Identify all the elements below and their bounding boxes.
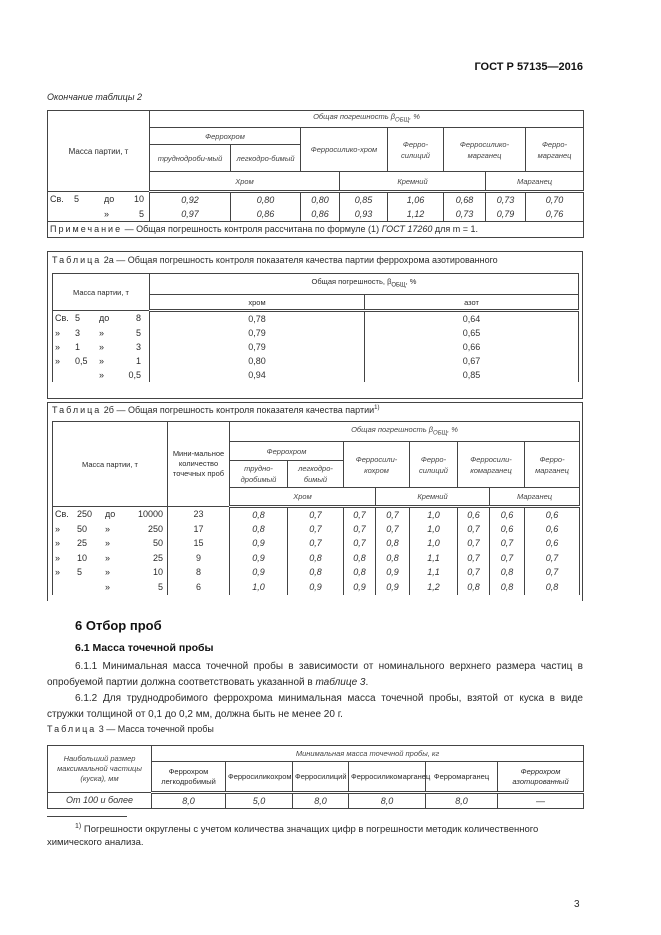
- value-cell: 0,7: [458, 551, 490, 566]
- min-samples-cell: 9: [168, 551, 230, 566]
- col-ferromanganese: Ферро-марганец: [526, 128, 584, 172]
- value-cell: 0,7: [288, 537, 344, 552]
- table-3-caption: Таблица 3 — Масса точечной пробы: [47, 724, 214, 734]
- value-cell: 5,0: [226, 793, 293, 809]
- value-cell: 1,2: [410, 580, 458, 595]
- value-cell: 0,73: [444, 207, 486, 222]
- value-cell: 8,0: [349, 793, 426, 809]
- col-hard: труднодроби-мый: [150, 145, 231, 172]
- col-easy: легкодро-бимый: [231, 145, 301, 172]
- paragraph-6-1-1: 6.1.1 Минимальная масса точечной пробы в зависимости от номинального верхнего размера частиц в опробуемой партии должна соответствовать указанной в таблице 3.: [47, 661, 583, 688]
- value-cell: 0,79: [150, 326, 365, 340]
- min-samples-cell: 23: [168, 507, 230, 523]
- row-mass-range: » 0,5 » 1: [53, 354, 150, 368]
- col-alloy: Феррохром легкодробимый: [152, 762, 226, 793]
- value-cell: 1,12: [388, 207, 444, 222]
- table-row: [53, 340, 579, 354]
- value-cell: 0,70: [526, 192, 584, 208]
- col-silicon: Кремний: [376, 488, 490, 507]
- col-manganese: Марганец: [486, 172, 584, 192]
- value-cell: 0,8: [525, 580, 580, 595]
- value-cell: 0,80: [301, 192, 340, 208]
- col-chrome: Хром: [230, 488, 376, 507]
- table2-continuation-label: Окончание таблицы 2: [47, 92, 142, 102]
- value-cell: 0,79: [486, 207, 526, 222]
- page-number: 3: [574, 899, 580, 910]
- table-row: [53, 566, 580, 581]
- value-cell: 0,8: [344, 566, 376, 581]
- row-mass-range: » 5: [53, 580, 168, 595]
- value-cell: 0,9: [376, 580, 410, 595]
- col-alloy: Ферромарганец: [426, 762, 498, 793]
- value-cell: 0,9: [230, 551, 288, 566]
- value-cell: 0,73: [486, 192, 526, 208]
- value-cell: 1,06: [388, 192, 444, 208]
- value-cell: 0,9: [230, 537, 288, 552]
- value-cell: 0,6: [525, 537, 580, 552]
- value-cell: 0,8: [344, 551, 376, 566]
- col-total-error: Общая погрешность, $\beta_{ОБЩ}$, %: [150, 274, 579, 295]
- col-mass: Масса партии, т: [53, 274, 150, 311]
- value-cell: 0,8: [288, 551, 344, 566]
- value-cell: 0,86: [231, 207, 301, 222]
- value-cell: 0,68: [444, 192, 486, 208]
- table-2: [47, 110, 584, 238]
- value-cell: 1,1: [410, 551, 458, 566]
- row-mass-range: Св. 5 до 8: [53, 311, 150, 327]
- value-cell: 0,7: [525, 551, 580, 566]
- value-cell: 0,67: [365, 354, 579, 368]
- value-cell: 0,76: [526, 207, 584, 222]
- table-row: [53, 580, 580, 595]
- value-cell: 0,8: [376, 551, 410, 566]
- min-samples-cell: 8: [168, 566, 230, 581]
- table-row: [53, 368, 579, 382]
- col-ferromanganese: Ферро-марганец: [525, 442, 580, 488]
- col-nitrogen: азот: [365, 295, 579, 311]
- value-cell: 0,8: [230, 507, 288, 523]
- value-cell: 0,7: [344, 522, 376, 537]
- col-ferrochrome: Феррохром: [150, 128, 301, 145]
- value-cell: 0,6: [525, 522, 580, 537]
- col-ferrosilicomanganese: Ферросили-комарганец: [458, 442, 525, 488]
- row-mass-range: » 10 » 25: [53, 551, 168, 566]
- table-2b-frame: [47, 402, 583, 601]
- value-cell: 0,7: [490, 537, 525, 552]
- col-alloy: Ферросиликохром: [226, 762, 293, 793]
- value-cell: 0,6: [525, 507, 580, 523]
- value-cell: 0,8: [288, 566, 344, 581]
- value-cell: 0,97: [150, 207, 231, 222]
- value-cell: 0,8: [490, 566, 525, 581]
- value-cell: 8,0: [293, 793, 349, 809]
- row-mass-range: » 5 » 10: [53, 566, 168, 581]
- col-mass: Масса партии, т: [53, 422, 168, 507]
- col-ferrosilicochrome: Ферросилико-хром: [301, 128, 388, 172]
- value-cell: 0,79: [150, 340, 365, 354]
- value-cell: 0,80: [231, 192, 301, 208]
- col-alloy: Ферросиликомарганец: [349, 762, 426, 793]
- col-manganese: Марганец: [490, 488, 580, 507]
- table-row: [48, 192, 584, 208]
- value-cell: 0,64: [365, 311, 579, 327]
- value-cell: 0,66: [365, 340, 579, 354]
- value-cell: 0,92: [150, 192, 231, 208]
- value-cell: 8,0: [152, 793, 226, 809]
- table-2a-frame: [47, 251, 583, 399]
- value-cell: 0,7: [525, 566, 580, 581]
- value-cell: 0,65: [365, 326, 579, 340]
- value-cell: 1,0: [230, 580, 288, 595]
- col-silicon: Кремний: [340, 172, 486, 192]
- col-min-mass: Минимальная масса точечной пробы, кг: [152, 746, 584, 762]
- value-cell: 0,7: [376, 507, 410, 523]
- col-mass: Масса партии, т: [48, 111, 150, 192]
- value-cell: 0,78: [150, 311, 365, 327]
- col-chrome: Хром: [150, 172, 340, 192]
- col-alloy: Ферросилиций: [293, 762, 349, 793]
- table-row: [53, 311, 579, 327]
- paragraph-6-1-2: 6.1.2 Для труднодробимого феррохрома минимальная масса точечной пробы, взятой от куска в виде стружки толщиной от 0,1 до 0,2 мм, должна быть не менее 20 г.: [47, 693, 583, 720]
- value-cell: 0,8: [490, 580, 525, 595]
- col-ferrosilicon: Ферро-силиций: [410, 442, 458, 488]
- value-cell: 0,7: [376, 522, 410, 537]
- col-alloy: Феррохром азотированный: [498, 762, 584, 793]
- value-cell: —: [498, 793, 584, 809]
- row-mass-range: Св. 5 до 10: [48, 192, 150, 208]
- col-particle-size: Наибольший размер максимальной частицы (куска), мм: [48, 746, 152, 793]
- section-6-1-title: 6.1 Масса точечной пробы: [75, 642, 214, 654]
- row-mass-range: Св. 250 до 10000: [53, 507, 168, 523]
- value-cell: 0,9: [288, 580, 344, 595]
- value-cell: 0,6: [490, 522, 525, 537]
- value-cell: 0,7: [344, 507, 376, 523]
- row-mass-range: » 25 » 50: [53, 537, 168, 552]
- value-cell: 0,7: [458, 566, 490, 581]
- value-cell: 0,9: [230, 566, 288, 581]
- row-mass-range: » 1 » 3: [53, 340, 150, 354]
- row-mass-range: » 3 » 5: [53, 326, 150, 340]
- value-cell: 0,6: [458, 507, 490, 523]
- col-ferrosilicomanganese: Ферросилико-марганец: [444, 128, 526, 172]
- section-6-title: 6 Отбор проб: [75, 618, 162, 633]
- col-ferrochrome: Феррохром: [230, 442, 344, 461]
- col-ferrosilicon: Ферро-силиций: [388, 128, 444, 172]
- value-cell: 0,9: [376, 566, 410, 581]
- col-total-error: Общая погрешность $\beta_{ОБЩ}$, %: [230, 422, 580, 442]
- value-cell: 0,8: [376, 537, 410, 552]
- min-samples-cell: 6: [168, 580, 230, 595]
- table-row: [53, 522, 580, 537]
- table-row: [48, 207, 584, 222]
- value-cell: 1,0: [410, 522, 458, 537]
- min-samples-cell: 17: [168, 522, 230, 537]
- value-cell: 0,7: [288, 522, 344, 537]
- value-cell: 0,7: [344, 537, 376, 552]
- value-cell: 0,8: [458, 580, 490, 595]
- col-chrome: хром: [150, 295, 365, 311]
- col-hard: трудно-дробимый: [230, 461, 288, 488]
- value-cell: 0,85: [365, 368, 579, 382]
- value-cell: 0,85: [340, 192, 388, 208]
- table-2b-caption: Таблица 2б — Общая погрешность контроля показателя качества партии$^{1)}$: [52, 405, 380, 415]
- table-row: [53, 354, 579, 368]
- table-2a: [52, 273, 579, 382]
- row-mass-range: » 50 » 250: [53, 522, 168, 537]
- table-2a-caption: Таблица 2а — Общая погрешность контроля показателя качества партии феррохрома азотированного: [52, 255, 498, 265]
- footnote: $^{1)}$ Погрешности округлены с учетом количества значащих цифр в погрешности методик количественного химического анализа.: [47, 823, 539, 849]
- col-total-error: Общая погрешность $\beta_{ОБЩ}$, %: [150, 111, 584, 128]
- value-cell: 0,7: [288, 507, 344, 523]
- value-cell: 8,0: [426, 793, 498, 809]
- table-2b: [52, 421, 580, 595]
- value-cell: 1,1: [410, 566, 458, 581]
- row-label: От 100 и более: [48, 793, 152, 809]
- table2-note: Примечание — Общая погрешность контроля рассчитана по формуле (1) ГОСТ 17260 для m = 1.: [48, 222, 584, 238]
- value-cell: 0,7: [458, 522, 490, 537]
- table-row: [53, 551, 580, 566]
- table-row: [53, 507, 580, 523]
- col-min-samples: Мини-мальное количество точечных проб: [168, 422, 230, 507]
- footnote-separator: [47, 816, 127, 817]
- value-cell: 0,7: [490, 551, 525, 566]
- value-cell: 0,8: [230, 522, 288, 537]
- min-samples-cell: 15: [168, 537, 230, 552]
- value-cell: 0,93: [340, 207, 388, 222]
- table-3: [47, 745, 584, 809]
- value-cell: 1,0: [410, 537, 458, 552]
- value-cell: 0,6: [490, 507, 525, 523]
- table-row: [53, 326, 579, 340]
- table-row: [53, 537, 580, 552]
- document-id: ГОСТ Р 57135—2016: [474, 61, 583, 73]
- value-cell: 0,86: [301, 207, 340, 222]
- value-cell: 0,80: [150, 354, 365, 368]
- row-mass-range: » 5: [48, 207, 150, 222]
- value-cell: 0,7: [458, 537, 490, 552]
- col-ferrosilicochrome: Ферросили-кохром: [344, 442, 410, 488]
- value-cell: 0,94: [150, 368, 365, 382]
- value-cell: 0,9: [344, 580, 376, 595]
- col-easy: легкодро-бимый: [288, 461, 344, 488]
- value-cell: 1,0: [410, 507, 458, 523]
- row-mass-range: » 0,5: [53, 368, 150, 382]
